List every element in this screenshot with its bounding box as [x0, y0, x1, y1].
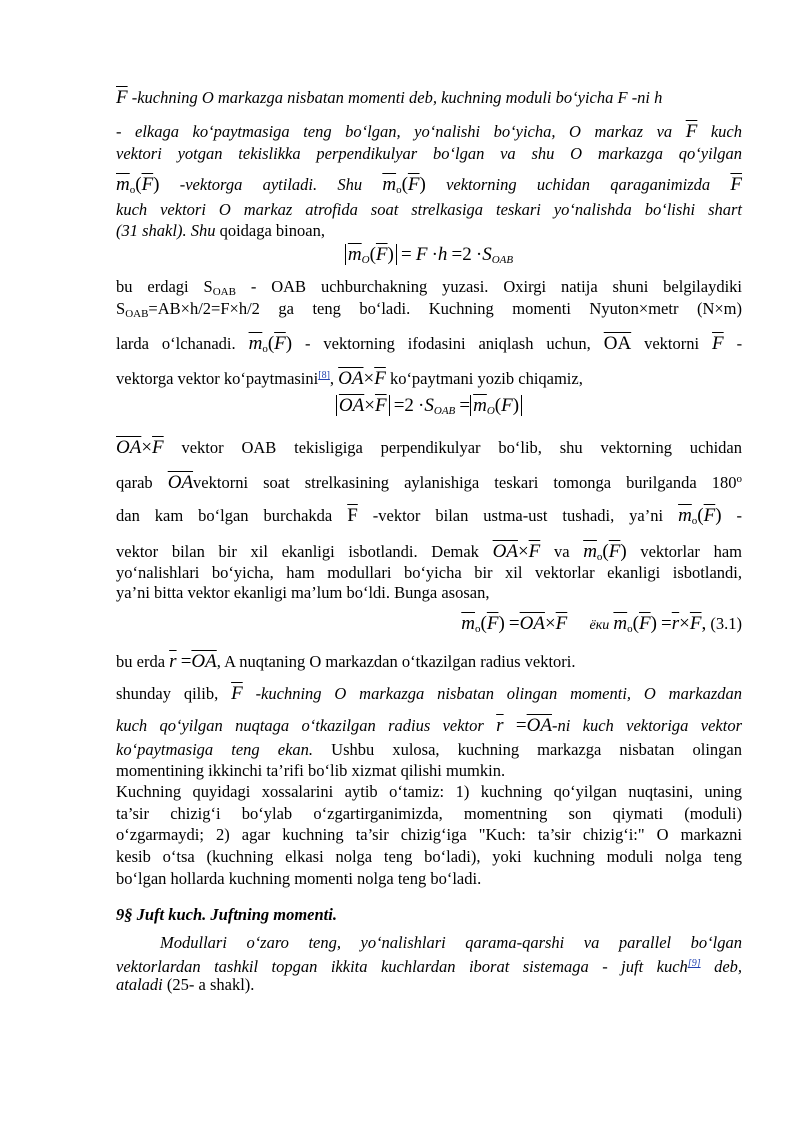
section-heading: 9§ Juft kuch. Juftning momenti. [116, 905, 337, 924]
math-symbol: $\overline{m}$ [583, 541, 597, 562]
math-symbol: × [544, 613, 556, 634]
math-symbol: · [475, 244, 483, 265]
math-symbol: $\overline{F}$ [685, 121, 698, 142]
text-span: kuch qo‘yilgan nuqtaga o‘tkazilgan radius vektor [116, 716, 484, 735]
math-symbol: $\overline{OA}$ [338, 395, 365, 416]
text-line [116, 122, 742, 142]
text-span: vektorlar ham [640, 542, 742, 561]
text-span: - OAB uchburchakning yuzasi. Oxirgi natija shuni belgilaydiki [235, 277, 742, 296]
math-symbol: = [459, 395, 471, 416]
text-line [160, 933, 742, 953]
text-line [116, 563, 742, 583]
text-line [116, 761, 742, 781]
math-symbol: $\overline{F}$ [486, 613, 499, 634]
math-symbol: = [451, 244, 463, 265]
math-subscript: OAB [433, 405, 456, 417]
cross-product-expression [116, 437, 164, 458]
text-span: ta’sir chizig‘i bo‘ylab o‘zgartirganimizda, momentning son qiymati (moduli) [116, 804, 742, 823]
text-span: -ni kuch vektoriga vektor [551, 716, 743, 735]
math-symbol: = [515, 715, 527, 736]
math-symbol: ) [498, 613, 505, 634]
math-symbol: · [431, 244, 438, 265]
math-symbol: · [418, 395, 425, 416]
text-span: - [736, 506, 743, 525]
math-symbol: ( [632, 613, 639, 634]
math-symbol: F [501, 395, 513, 416]
text-span: vektor bilan bir xil ekanligi isbotlandi. Demak [116, 542, 479, 561]
moment-expression [461, 613, 505, 634]
text-span: Ushbu xulosa, kuchning markazga nisbatan olingan [331, 740, 742, 759]
text-subscript: OAB [125, 308, 149, 320]
math-subscript: o [691, 515, 698, 527]
math-abs [470, 395, 522, 416]
math-symbol: ) [715, 505, 722, 526]
math-symbol: $\overline{F}$ [374, 368, 386, 389]
moment-expression [678, 505, 722, 526]
math-symbol: ) [650, 613, 657, 634]
math-symbol: 2 [404, 395, 414, 416]
formula-moment-modulus [116, 245, 742, 270]
math-symbol: × [141, 437, 153, 458]
math-symbol: $\overline{r}$ [496, 715, 504, 736]
math-symbol: $\overline{r}$ [169, 651, 177, 672]
text-span: ko‘paytmasiga teng ekan. [116, 740, 314, 759]
text-span: momentining ikkinchi ta’rifi bo‘lib xizmat qilishi mumkin. [116, 761, 506, 780]
text-line [116, 334, 742, 359]
text-span: vektorning uchidan qaraganimizda [446, 175, 711, 194]
text-span: dan kam bo‘lgan burchakda [116, 506, 333, 525]
math-symbol: $\overline{F}$ [608, 541, 621, 562]
moment-expression [116, 174, 160, 195]
math-symbol: ( [697, 505, 704, 526]
math-symbol: $\overline{F}$ [703, 505, 716, 526]
moment-expression [382, 174, 426, 195]
math-symbol: $\overline{F}$ [528, 541, 541, 562]
math-symbol: ( [401, 174, 408, 195]
math-subscript: O [361, 254, 370, 266]
text-line [116, 506, 742, 531]
text-span: - elkaga ko‘paytmasiga teng bo‘lgan, yo‘nalishi bo‘yicha, O markaz va [116, 122, 673, 141]
math-symbol: ) [153, 174, 160, 195]
math-symbol: $\overline{F}$ [374, 395, 387, 416]
text-span: vektorni [644, 334, 700, 353]
math-symbol: F [415, 244, 428, 265]
math-symbol: $\overline{F}$ [638, 613, 651, 634]
text-line [116, 299, 742, 324]
text-line [116, 221, 742, 241]
text-line [116, 847, 742, 867]
math-subscript: o [596, 551, 603, 563]
text-line [116, 684, 742, 704]
text-span: , [329, 369, 335, 388]
text-span: kuch vektori O markaz atrofida soat strelkasiga teskari yo‘nalishda bo‘lishi shart [116, 200, 742, 219]
math-symbol: = [400, 244, 412, 265]
math-symbol: $\overline{r}$ [671, 613, 680, 634]
cross-product-expression [338, 368, 386, 389]
text-span: o‘zgarmaydi; 2) agar kuchning ta’sir chizig‘iga "Kuch: ta’sir chizig‘i:" O markazni [116, 825, 742, 844]
math-subscript: o [262, 343, 268, 355]
text-span: vektorga vektor ko‘paytmasini [116, 369, 319, 388]
math-subscript: o [396, 184, 402, 196]
math-symbol: $\overline{OA}$ [492, 541, 518, 562]
text-line [116, 782, 742, 802]
text-span: shunday qilib, [116, 684, 219, 703]
text-span: Modullari o‘zaro teng, yo‘nalishlari qarama-qarshi va parallel bo‘lgan [160, 933, 742, 952]
math-symbol: ) [620, 541, 627, 562]
text-line [116, 366, 742, 389]
text-line [116, 975, 742, 995]
math-symbol: ( [267, 333, 275, 354]
math-symbol: $\overline{OA}$ [519, 613, 545, 634]
math-symbol: S [424, 395, 434, 416]
text-span: -vektor bilan ustma-ust tushadi, ya’ni [372, 506, 664, 525]
text-span: kuch [710, 122, 742, 141]
text-line [116, 175, 742, 200]
math-symbol: S [482, 244, 492, 265]
math-symbol: ) [512, 395, 520, 416]
text-line [116, 469, 742, 493]
text-span: bo‘lgan hollarda kuchning momenti nolga teng bo‘ladi. [116, 869, 482, 888]
math-abs [336, 395, 390, 416]
math-symbol: × [517, 541, 529, 562]
text-span: -kuchning O markazga nisbatan momenti deb, kuchning moduli bo‘yicha F -ni h [131, 88, 663, 107]
text-line [116, 438, 742, 458]
text-line [116, 869, 742, 889]
math-subscript: OAB [491, 254, 514, 266]
text-span: ko‘paytmani yozib chiqamiz, [389, 369, 583, 388]
math-symbol: , [701, 613, 707, 634]
math-symbol: $\overline{m}$ [461, 613, 476, 634]
text-span: va [553, 542, 570, 561]
math-symbol: ) [419, 174, 426, 195]
math-symbol: ) [285, 333, 293, 354]
text-span: vektorni soat strelkasining aylanishiga teskari tomonga burilganda 180 [193, 473, 737, 492]
text-subscript: OAB [212, 286, 236, 298]
math-symbol: $\overline{OA}$ [191, 651, 217, 672]
text-line [116, 583, 742, 603]
text-span: (25- a shakl). [166, 975, 255, 994]
text-line [116, 825, 742, 845]
math-subscript: o [475, 623, 481, 635]
text-span: (31 shakl). Shu [116, 221, 216, 240]
math-symbol: $\overline{OA}$ [603, 333, 632, 354]
text-span: -vektorga aytiladi. Shu [179, 175, 363, 194]
math-symbol: = [393, 395, 405, 416]
math-symbol: = [661, 613, 672, 634]
text-span: vektorlardan tashkil topgan ikkita kuchlardan iborat sistemaga - juft kuch [116, 957, 688, 976]
text-line [116, 804, 742, 824]
math-symbol: ( [369, 244, 376, 265]
moment-expression [249, 333, 293, 354]
math-symbol: h [437, 244, 448, 265]
math-symbol: 2 [462, 244, 472, 265]
math-symbol: $\overline{F}$ [347, 505, 358, 526]
math-symbol: × [679, 613, 690, 634]
math-symbol: $\overline{m}$ [613, 613, 628, 634]
text-span: S [116, 299, 126, 318]
math-symbol: $\overline{OA}$ [116, 437, 142, 458]
text-span: vektori yotgan tekislikka perpendikulyar bo‘lgan va shu O markazga qo‘yilgan [116, 144, 742, 163]
math-symbol: $\overline{m}$ [473, 395, 487, 416]
cross-product-expression [493, 541, 541, 562]
formula-cross-product-modulus [116, 396, 742, 421]
text-span: -kuchning O markazga nisbatan olingan momenti, O markazdan [255, 684, 742, 703]
text-span: kesib o‘tsa (kuchning elkasi nolga teng bo‘ladi), yoki kuchning moduli nolga teng [116, 847, 742, 866]
text-span: qoidaga binoan, [219, 221, 325, 240]
text-span: - [736, 334, 743, 353]
math-symbol: $\overline{F}$ [730, 174, 743, 195]
text-span: ёки [589, 618, 610, 633]
footnote-link[interactable]: [9] [687, 958, 701, 969]
math-symbol: $\overline{m}$ [116, 174, 130, 195]
math-symbol: $\overline{F}$ [375, 244, 388, 265]
text-span: deb, [714, 957, 743, 976]
math-symbol: $\overline{F}$ [141, 174, 154, 195]
moment-expression [583, 541, 627, 562]
text-span: yo‘nalishlari bo‘yicha, ham modullari bo‘yicha bir xil vektorlar ekanligi isbotlandi, [116, 563, 742, 582]
math-symbol: × [364, 395, 375, 416]
text-span: - vektorning ifodasini aniqlash uchun, [305, 334, 591, 353]
math-symbol: ( [480, 613, 487, 634]
math-symbol: = [508, 613, 520, 634]
math-subscript: o [627, 623, 633, 635]
text-span: vektor OAB tekisligiga perpendikulyar bo‘lib, shu vektorning uchidan [181, 438, 742, 457]
text-line [116, 144, 742, 164]
math-symbol: × [363, 368, 375, 389]
math-symbol: $\overline{F}$ [407, 174, 420, 195]
moment-expression [613, 613, 657, 634]
math-symbol: $\overline{m}$ [347, 244, 362, 265]
footnote-link[interactable]: [8] [318, 370, 330, 381]
math-symbol: ( [135, 174, 142, 195]
text-span: bu erda [116, 652, 166, 671]
math-symbol: $\overline{OA}$ [526, 715, 552, 736]
text-span: larda o‘lchanadi. [116, 334, 236, 353]
math-symbol: $\overline{F}$ [555, 613, 568, 634]
text-span: =AB×h/2=F×h/2 ga teng bo‘ladi. Kuchning momenti Nyuton×metr (N×m) [148, 299, 742, 318]
text-span: bu erdagi S [116, 277, 213, 296]
text-line [116, 88, 742, 108]
text-span: qarab [116, 473, 153, 492]
math-symbol: $\overline{m}$ [248, 333, 263, 354]
math-abs [345, 244, 397, 265]
degree-superscript: o [736, 473, 742, 485]
math-symbol: $\overline{F}$ [274, 333, 286, 354]
math-symbol: ( [602, 541, 609, 562]
equation-number: (3.1) [710, 614, 742, 633]
math-symbol: ( [494, 395, 502, 416]
math-symbol: $\overline{F}$ [116, 87, 128, 108]
math-subscript: o [129, 184, 136, 196]
text-line [116, 954, 742, 977]
text-line [116, 652, 742, 672]
math-symbol: $\overline{OA}$ [338, 368, 364, 389]
text-span: , A nuqtaning O markazdan o‘tkazilgan radius vektori. [216, 652, 576, 671]
math-symbol: ) [387, 244, 394, 265]
text-span: ataladi [116, 975, 163, 994]
text-span: ya’ni bitta vektor ekanligi ma’lum bo‘ldi. Bunga asosan, [116, 583, 490, 602]
math-symbol: $\overline{m}$ [678, 505, 692, 526]
text-line [116, 740, 742, 760]
math-symbol: $\overline{F}$ [231, 683, 243, 704]
text-span: Kuchning quyidagi xossalarini aytib o‘tamiz: 1) kuchning qo‘yilgan nuqtasini, uning [116, 782, 742, 801]
math-subscript: O [486, 405, 495, 417]
math-symbol: $\overline{F}$ [689, 613, 702, 634]
text-line [116, 200, 742, 220]
text-line [116, 716, 742, 736]
math-symbol: $\overline{OA}$ [167, 472, 194, 493]
math-symbol: $\overline{m}$ [382, 174, 397, 195]
math-symbol: $\overline{F}$ [712, 333, 724, 354]
formula-3-1 [116, 614, 742, 639]
math-symbol: = [180, 651, 192, 672]
math-symbol: $\overline{F}$ [152, 437, 164, 458]
